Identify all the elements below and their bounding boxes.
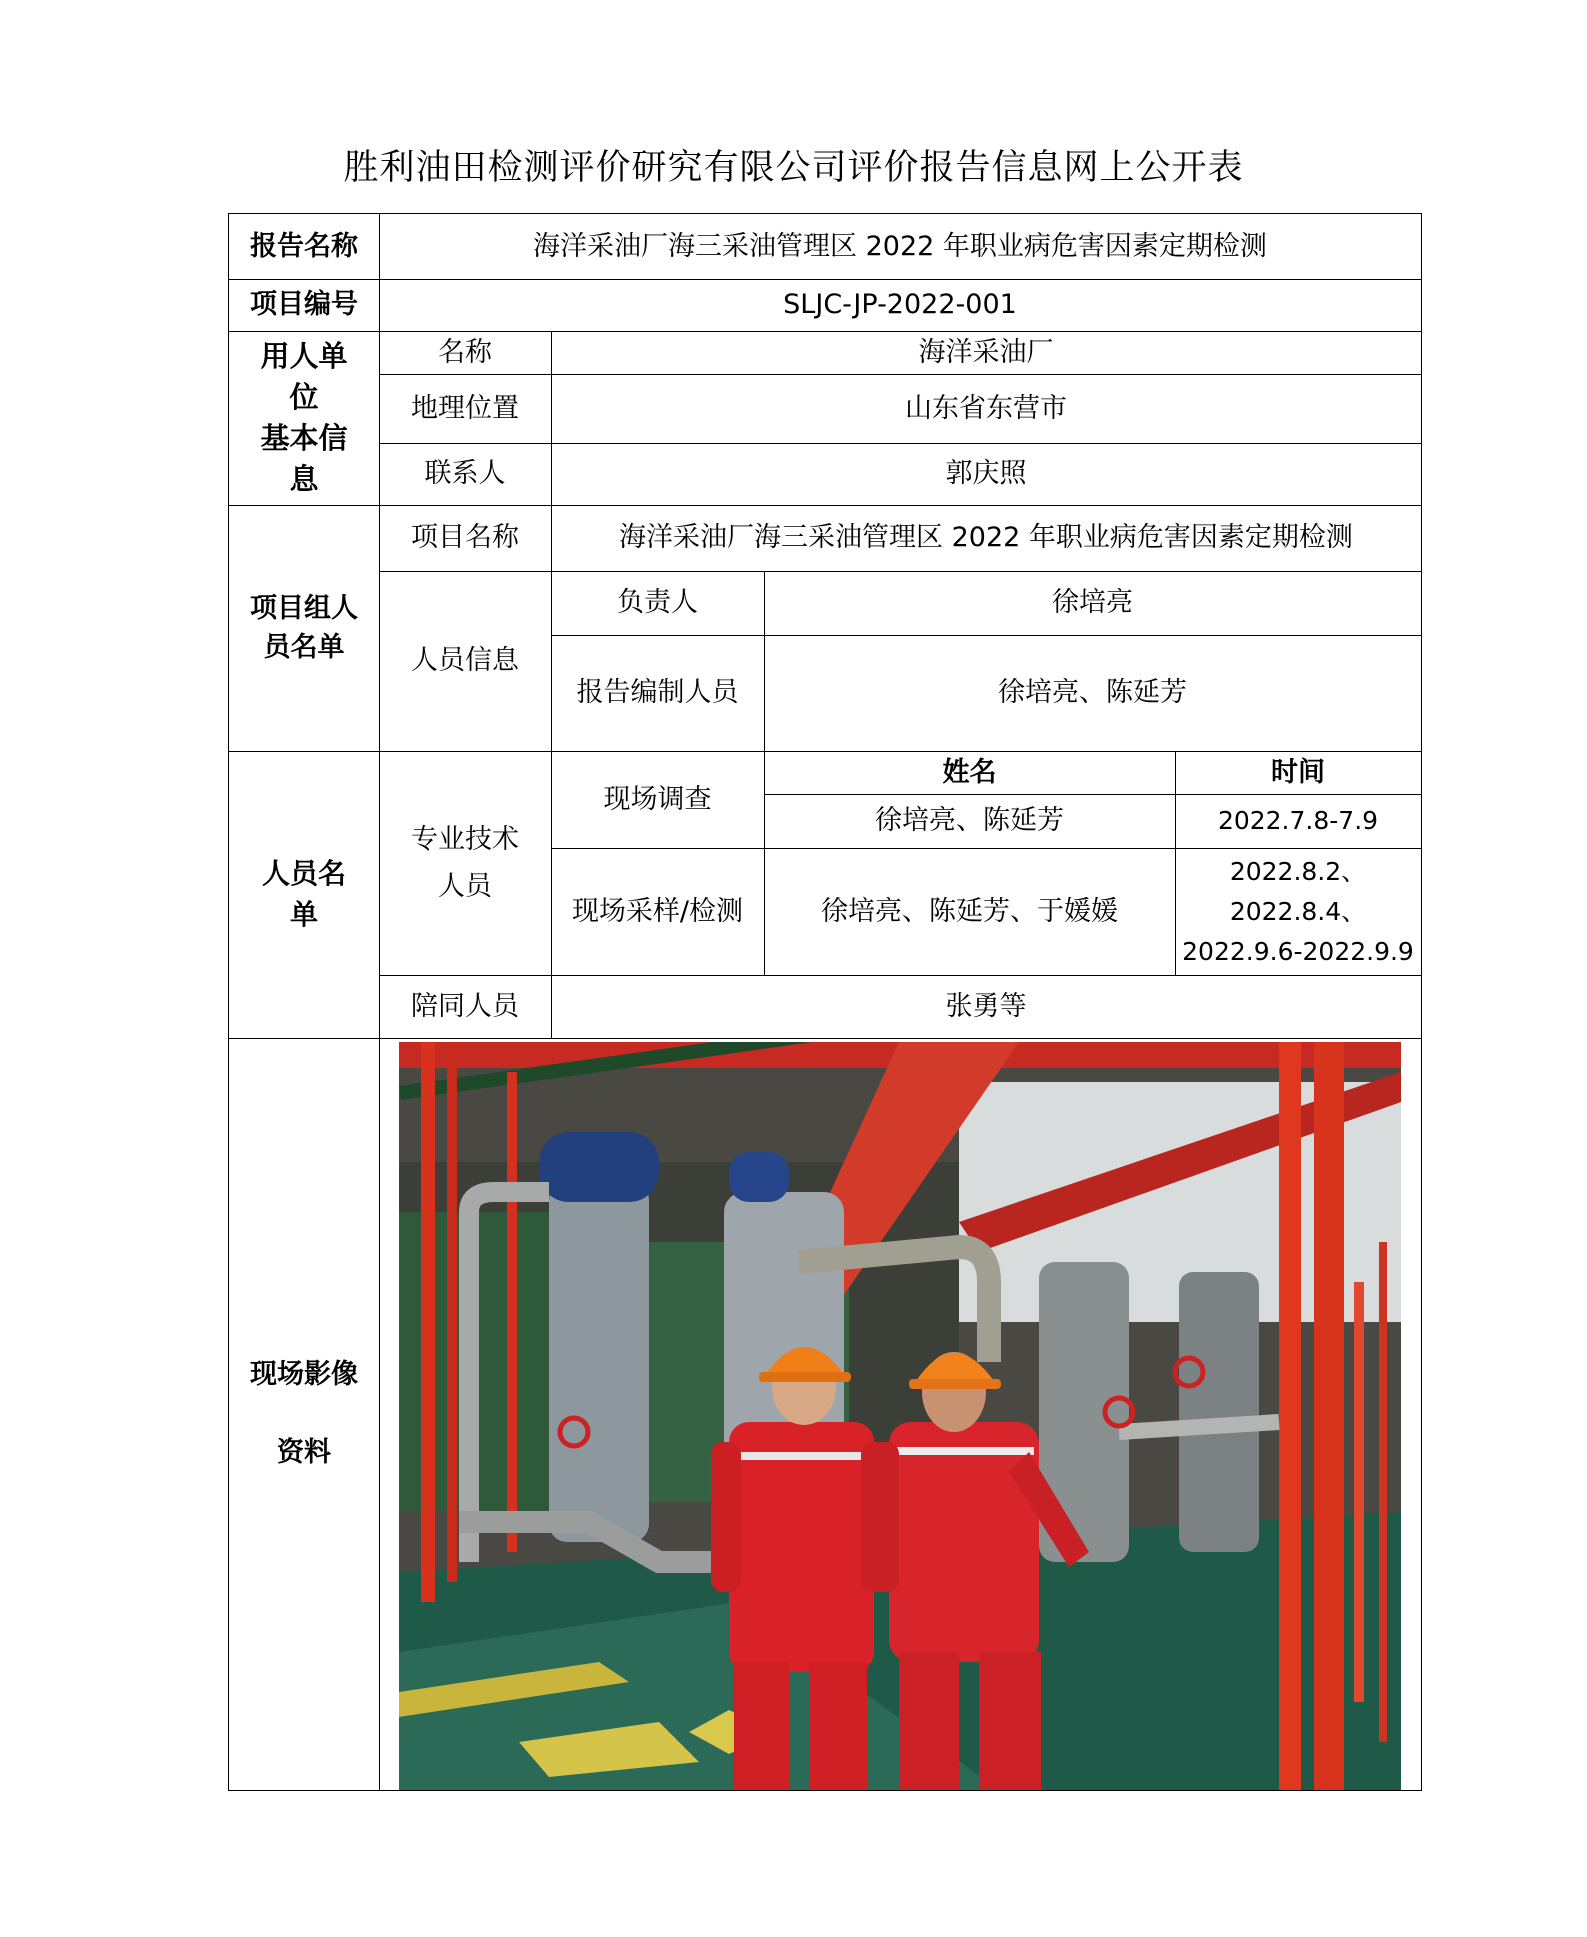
survey-names: 徐培亮、陈延芳	[875, 805, 1064, 837]
site-photo	[399, 1042, 1401, 1790]
page-title: 胜利油田检测评价研究有限公司评价报告信息网上公开表	[343, 148, 1244, 188]
location-value: 山东省东营市	[905, 392, 1067, 424]
project-team-label: 项目组人 员名单	[250, 592, 358, 663]
sampling-time: 2022.8.2、 2022.8.4、 2022.9.6-2022.9.9	[1182, 856, 1414, 966]
site-survey-label: 现场调查	[603, 783, 712, 815]
leader-value: 徐培亮	[1052, 587, 1133, 619]
project-code-value: SLJC-JP-2022-001	[783, 289, 1017, 321]
tech-staff-label: 专业技术 人员	[411, 823, 519, 902]
report-writers-label: 报告编制人员	[576, 677, 739, 709]
contact-value: 郭庆照	[945, 458, 1027, 490]
accompany-value: 张勇等	[945, 990, 1027, 1022]
project-code-label: 项目编号	[250, 289, 358, 321]
project-name-value: 海洋采油厂海三采油管理区 2022 年职业病危害因素定期检测	[619, 522, 1353, 554]
contact-label: 联系人	[424, 458, 506, 490]
accompany-label: 陪同人员	[411, 990, 519, 1022]
report-name-label: 报告名称	[250, 230, 358, 262]
sampling-names: 徐培亮、陈延芳、于媛媛	[821, 895, 1118, 927]
site-media-label: 现场影像 资料	[250, 1358, 358, 1468]
leader-label: 负责人	[617, 587, 698, 619]
location-label: 地理位置	[411, 392, 519, 424]
col-name-header: 姓名	[942, 756, 997, 788]
col-time-header: 时间	[1271, 756, 1325, 788]
project-name-label: 项目名称	[411, 522, 519, 554]
survey-time: 2022.7.8-7.9	[1217, 805, 1379, 835]
staff-list-label: 人员名 单	[261, 856, 346, 931]
personnel-info-label: 人员信息	[411, 645, 519, 677]
employer-name-value: 海洋采油厂	[918, 336, 1054, 368]
report-writers-value: 徐培亮、陈延芳	[998, 677, 1187, 709]
employer-name-label: 名称	[438, 336, 492, 368]
employer-info-label: 用人单 位 基本信 息	[260, 338, 348, 497]
report-name-value: 海洋采油厂海三采油管理区 2022 年职业病危害因素定期检测	[533, 230, 1267, 262]
sampling-label: 现场采样/检测	[571, 895, 744, 927]
